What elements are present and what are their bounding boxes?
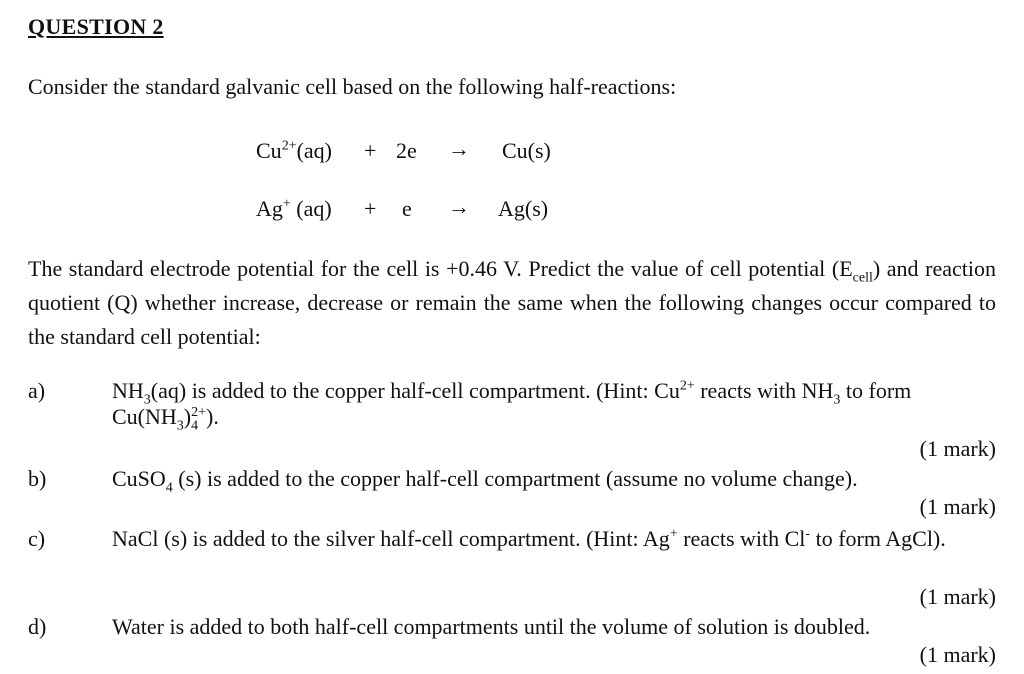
product-silver: Ag(s) <box>498 196 549 221</box>
reactant-state: (aq) <box>290 196 332 221</box>
mark-label: (1 mark) <box>919 494 996 519</box>
reactant-symbol: Ag <box>256 196 283 221</box>
reactant-silver <box>256 196 332 222</box>
question-label: c) <box>28 526 46 551</box>
plus-sign: + <box>364 138 377 163</box>
question-label: b) <box>28 466 47 491</box>
reaction-arrow: → <box>448 194 470 219</box>
question-label: d) <box>28 614 47 639</box>
reactant-state: (aq) <box>296 138 333 163</box>
reaction-arrow: → <box>448 136 470 161</box>
question-text: Water is added to both half-cell compartments until the volume of solution is doubled. <box>112 614 871 639</box>
mark-label: (1 mark) <box>919 584 996 609</box>
reactant-charge: + <box>282 196 291 212</box>
question-text: CuSO$_4$ (s) is added to the copper half-cell compartment (assume no volume change). <box>112 466 858 496</box>
instruction-paragraph <box>28 252 996 354</box>
reactant-symbol: Cu <box>256 138 282 163</box>
mark-label: (1 mark) <box>919 436 996 461</box>
question-heading: QUESTION 2 <box>28 14 164 39</box>
cell-subscript: cell <box>852 270 873 286</box>
question-text: $NH_3(aq)$ is added to the copper half-cell compartment. (Hint: $Cu^{2+}$ reacts with $NH_3$ to form $Cu(NH_3)_4^{2+}$). <box>112 378 912 434</box>
electrons: e <box>402 196 412 221</box>
reactant-charge: 2+ <box>281 138 297 154</box>
paragraph-text-2: ) and reaction quotient (Q) whether increase, decrease or remain the same when the following changes occur compared to the standard cell potential: <box>28 256 996 349</box>
plus-sign: + <box>364 196 377 221</box>
electrons: 2e <box>396 138 417 163</box>
mark-label: (1 mark) <box>919 642 996 667</box>
reactant-copper <box>256 138 332 164</box>
product-copper: Cu(s) <box>502 138 551 163</box>
question-label: a) <box>28 378 46 403</box>
paragraph-text-1: The standard electrode potential for the cell is +0.46 V. Predict the value of cell potential (E <box>28 256 853 281</box>
intro-text: Consider the standard galvanic cell based on the following half-reactions: <box>28 74 677 99</box>
question-text: NaCl (s) is added to the silver half-cell compartment. (Hint: Ag+ reacts with Cl- to form AgCl). <box>112 526 946 551</box>
